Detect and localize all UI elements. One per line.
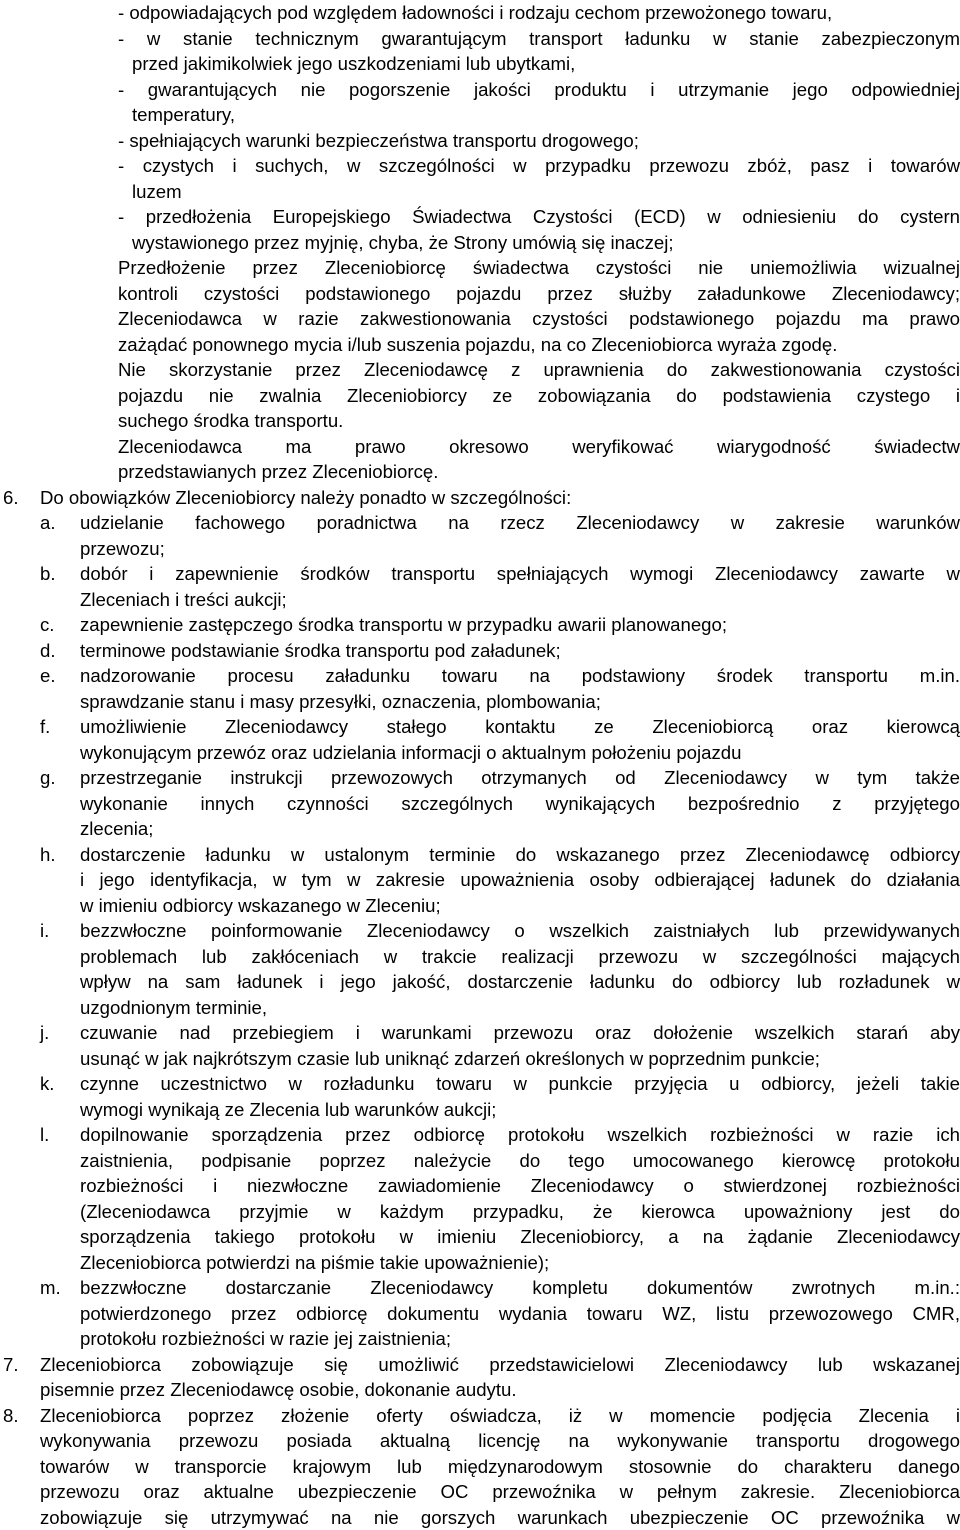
item-marker: d. — [40, 638, 56, 664]
bullet-line-continued: temperatury, — [118, 102, 960, 128]
item-line: bezzwłoczne dostarczanie Zleceniodawcy kompletu dokumentów zwrotnych m.in.: — [80, 1275, 960, 1301]
paragraph-line: Zleceniodawca w razie zakwestionowania czystości podstawionego pojazdu ma prawo — [118, 306, 960, 332]
item-line: umożliwienie Zleceniodawcy stałego kontaktu ze Zleceniobiorcą oraz kierowcą — [80, 714, 960, 740]
item-marker: f. — [40, 714, 50, 740]
section-line: przewozu oraz aktualne ubezpieczenie OC przewoźnika w pełnym zakresie. Zleceniobiorca — [40, 1479, 960, 1505]
section-7 — [0, 1352, 960, 1403]
paragraph-line: zażądać ponownego mycia i/lub suszenia pojazdu, na co Zleceniobiorca wyraża zgodę. — [118, 332, 960, 358]
item-line: czynne uczestnictwo w rozładunku towaru w punkcie przyjęcia u odbiorcy, jeżeli takie — [80, 1071, 960, 1097]
item-line: dobór i zapewnienie środków transportu spełniających wymogi Zleceniodawcy zawarte w — [80, 561, 960, 587]
item-marker: j. — [40, 1020, 49, 1046]
list-item-f — [0, 714, 960, 765]
item-line: zaistnienia, podpisanie poprzez należycie do tego umocowanego kierowcę protokołu — [80, 1148, 960, 1174]
bullet-line-continued: wystawionego przez myjnię, chyba, że Strony umówią się inaczej; — [118, 230, 960, 256]
paragraph-line: Przedłożenie przez Zleceniobiorcę świadectwa czystości nie uniemożliwia wizualnej — [118, 255, 960, 281]
paragraph-verification — [0, 434, 960, 485]
item-line: przestrzeganie instrukcji przewozowych otrzymanych od Zleceniodawcy w tym także — [80, 765, 960, 791]
paragraph-line: Zleceniodawca ma prawo okresowo weryfikować wiarygodność świadectw — [118, 434, 960, 460]
bullet-line-continued: przed jakimikolwiek jego uszkodzeniami lub ubytkami, — [118, 51, 960, 77]
bullet-line: - odpowiadających pod względem ładowności i rodzaju cechom przewożonego towaru, — [118, 0, 960, 26]
item-line: problemach lub zakłóceniach w trakcie realizacji przewozu w szczególności mających — [80, 944, 960, 970]
section-line: Zleceniobiorca zobowiązuje się umożliwić przedstawicielowi Zleceniodawcy lub wskazanej — [40, 1352, 960, 1378]
list-item-k — [0, 1071, 960, 1122]
bullet-line: - czystych i suchych, w szczególności w przypadku przewozu zbóż, pasz i towarów — [118, 153, 960, 179]
item-marker: m. — [40, 1275, 61, 1301]
section-line: pisemnie przez Zleceniodawcę osobie, dokonanie audytu. — [40, 1377, 960, 1403]
paragraph-line: kontroli czystości podstawionego pojazdu przez służby załadunkowe Zleceniodawcy; — [118, 281, 960, 307]
list-item-d — [0, 638, 960, 664]
item-line: wymogi wynikają ze Zlecenia lub warunków aukcji; — [80, 1097, 960, 1123]
section-8 — [0, 1403, 960, 1530]
item-marker: l. — [40, 1122, 49, 1148]
item-marker: b. — [40, 561, 56, 587]
item-line: sprawdzanie stanu i masy przesyłki, oznaczenia, plombowania; — [80, 689, 960, 715]
item-line: rozbieżności i niezwłoczne zawiadomienie Zleceniodawcy o stwierdzonej rozbieżności — [80, 1173, 960, 1199]
bullet-line: - przedłożenia Europejskiego Świadectwa Czystości (ECD) w odniesieniu do cystern — [118, 204, 960, 230]
bullet-line: - gwarantujących nie pogorszenie jakości produktu i utrzymanie jego odpowiedniej — [118, 77, 960, 103]
bullet-line: - w stanie technicznym gwarantującym transport ładunku w stanie zabezpieczonym — [118, 26, 960, 52]
paragraph-line: pojazdu nie zwalnia Zleceniobiorcy ze zobowiązania do podstawienia czystego i — [118, 383, 960, 409]
section-number: 7. — [3, 1352, 19, 1378]
item-marker: k. — [40, 1071, 54, 1097]
paragraph-certificate — [0, 255, 960, 357]
item-line: zlecenia; — [80, 816, 960, 842]
section-number: 6. — [3, 485, 19, 511]
paragraph-line: przedstawianych przez Zleceniobiorcę. — [118, 459, 960, 485]
paragraph-no-release — [0, 357, 960, 434]
list-item-m — [0, 1275, 960, 1352]
item-marker: a. — [40, 510, 56, 536]
item-marker: h. — [40, 842, 56, 868]
item-line: (Zleceniodawca przyjmie w każdym przypadku, że kierowca upoważniony jest do — [80, 1199, 960, 1225]
item-line: bezzwłoczne poinformowanie Zleceniodawcy o wszelkich zaistniałych lub przewidywanych — [80, 918, 960, 944]
item-line: potwierdzonego przez odbiorcę dokumentu wydania towaru WZ, listu przewozowego CMR, — [80, 1301, 960, 1327]
item-marker: i. — [40, 918, 49, 944]
section-title: Do obowiązków Zleceniobiorcy należy ponadto w szczególności: — [40, 485, 960, 511]
list-item-i — [0, 918, 960, 1020]
item-line: usunąć w jak najkrótszym czasie lub uniknąć zdarzeń określonych w poprzednim punkcie; — [80, 1046, 960, 1072]
item-line: przewozu; — [80, 536, 960, 562]
item-line: sporządzenia takiego protokołu w imieniu Zleceniobiorcy, a na żądanie Zleceniodawcy — [80, 1224, 960, 1250]
list-item-h — [0, 842, 960, 919]
list-item-g — [0, 765, 960, 842]
item-line: w imieniu odbiorcy wskazanego w Zleceniu; — [80, 893, 960, 919]
section-number: 8. — [3, 1403, 19, 1429]
list-item-c — [0, 612, 960, 638]
item-line: zapewnienie zastępczego środka transportu w przypadku awarii planowanego; — [80, 612, 960, 638]
item-line: dopilnowanie sporządzenia przez odbiorcę protokołu wszelkich rozbieżności w razie ich — [80, 1122, 960, 1148]
item-line: wykonującym przewóz oraz udzielania informacji o aktualnym położeniu pojazdu — [80, 740, 960, 766]
item-line: i jego identyfikacja, w tym w zakresie upoważnienia osoby odbierającej ładunek do działania — [80, 867, 960, 893]
section-6 — [0, 485, 960, 511]
paragraph-line: Nie skorzystanie przez Zleceniodawcę z uprawnienia do zakwestionowania czystości — [118, 357, 960, 383]
list-item-a — [0, 510, 960, 561]
list-item-e — [0, 663, 960, 714]
item-line: uzgodnionym terminie, — [80, 995, 960, 1021]
item-line: dostarczenie ładunku w ustalonym terminie do wskazanego przez Zleceniodawcę odbiorcy — [80, 842, 960, 868]
section-6-items — [0, 510, 960, 1352]
item-line: Zleceniobiorca potwierdzi na piśmie takie upoważnienie); — [80, 1250, 960, 1276]
item-line: nadzorowanie procesu załadunku towaru na podstawiony środek transportu m.in. — [80, 663, 960, 689]
bullet-line-continued: luzem — [118, 179, 960, 205]
item-line: wpływ na sam ładunek i jego jakość, dostarczenie ładunku do odbiorcy lub rozładunek w — [80, 969, 960, 995]
section-line: Zleceniobiorca poprzez złożenie oferty oświadcza, iż w momencie podjęcia Zlecenia i — [40, 1403, 960, 1429]
item-marker: g. — [40, 765, 56, 791]
paragraph-line: suchego środka transportu. — [118, 408, 960, 434]
list-item-b — [0, 561, 960, 612]
item-line: terminowe podstawianie środka transportu pod załadunek; — [80, 638, 960, 664]
section-line: wykonywania przewozu posiada aktualną licencję na wykonywanie transportu drogowego — [40, 1428, 960, 1454]
section-line: zobowiązuje się utrzymywać na nie gorszych warunkach ubezpieczenie OC przewoźnika w — [40, 1505, 960, 1530]
bullet-list — [0, 0, 960, 255]
item-line: Zleceniach i treści aukcji; — [80, 587, 960, 613]
item-marker: e. — [40, 663, 56, 689]
bullet-line: - spełniających warunki bezpieczeństwa transportu drogowego; — [118, 128, 960, 154]
item-line: udzielanie fachowego poradnictwa na rzecz Zleceniodawcy w zakresie warunków — [80, 510, 960, 536]
list-item-j — [0, 1020, 960, 1071]
list-item-l — [0, 1122, 960, 1275]
item-line: wykonanie innych czynności szczególnych wynikających bezpośrednio z przyjętego — [80, 791, 960, 817]
item-marker: c. — [40, 612, 54, 638]
section-line: towarów w transporcie krajowym lub międzynarodowym stosownie do charakteru danego — [40, 1454, 960, 1480]
item-line: czuwanie nad przebiegiem i warunkami przewozu oraz dołożenie wszelkich starań aby — [80, 1020, 960, 1046]
item-line: protokołu rozbieżności w razie jej zaistnienia; — [80, 1326, 960, 1352]
